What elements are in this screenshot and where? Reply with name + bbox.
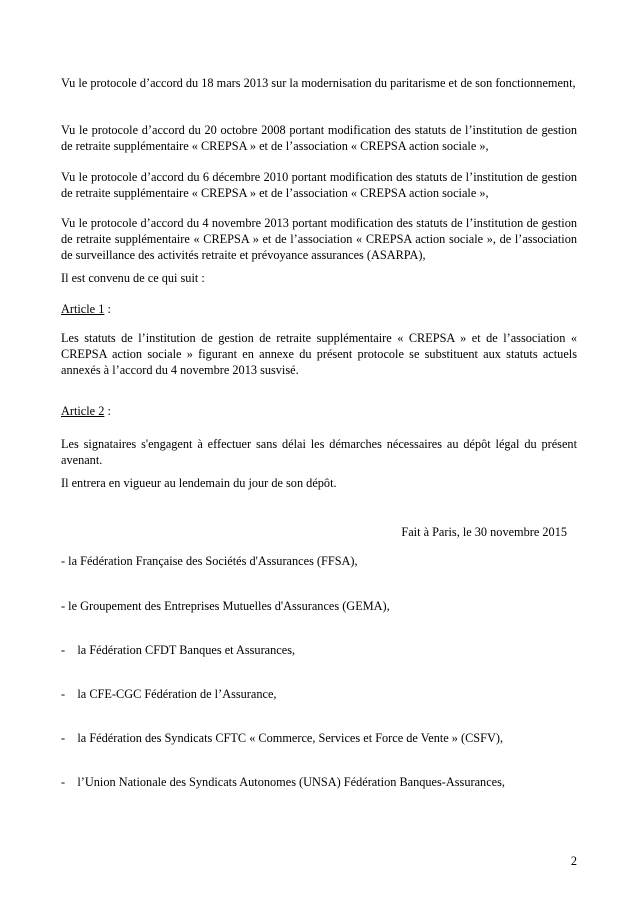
article-1-colon: :: [104, 302, 111, 316]
article-1-text: Les statuts de l’institution de gestion de retraite supplémentaire « CREPSA » et de l’association « CREPSA action sociale » figurant en annexe du présent protocole se substituent aux statuts actuels annexés à l’accord du 4 novembre 2013 susvisé.: [61, 331, 577, 377]
recital-paragraph-4: Vu le protocole d’accord du 4 novembre 2013 portant modification des statuts de l’institution de gestion de retraite supplémentaire « CREPSA » et de l’association « CREPSA action sociale », de l’association de surveillance des activités retraite et prévoyance assurances (ASARPA),: [61, 216, 577, 262]
article-1-heading: Article 1: [61, 302, 105, 316]
page-number: 2: [570, 854, 577, 868]
signatory-item: - la Fédération des Syndicats CFTC « Commerce, Services et Force de Vente » (CSFV),: [61, 731, 504, 745]
article-2-heading: Article 2: [61, 404, 105, 418]
signatory-item: - le Groupement des Entreprises Mutuelles d'Assurances (GEMA),: [61, 599, 390, 613]
article-2-text-2: Il entrera en vigueur au lendemain du jour de son dépôt.: [61, 476, 337, 490]
article-2-colon: :: [104, 404, 111, 418]
signatory-item: - la CFE-CGC Fédération de l’Assurance,: [61, 687, 277, 701]
recital-paragraph-1: Vu le protocole d’accord du 18 mars 2013 sur la modernisation du paritarisme et de son fonctionnement,: [61, 76, 576, 90]
signature-place-date: Fait à Paris, le 30 novembre 2015: [401, 525, 567, 539]
signatory-item: - la Fédération Française des Sociétés d'Assurances (FFSA),: [61, 554, 358, 568]
article-1-heading-line: [61, 301, 577, 317]
signatory-item: - l’Union Nationale des Syndicats Autonomes (UNSA) Fédération Banques-Assurances,: [61, 775, 505, 789]
article-2-heading-line: [61, 403, 577, 419]
agreement-intro: Il est convenu de ce qui suit :: [61, 271, 205, 285]
recital-paragraph-3: Vu le protocole d’accord du 6 décembre 2010 portant modification des statuts de l’institution de gestion de retraite supplémentaire « CREPSA » et de l’association « CREPSA action sociale »,: [61, 170, 577, 200]
article-2-text-1: Les signataires s'engagent à effectuer sans délai les démarches nécessaires au dépôt légal du présent avenant.: [61, 437, 577, 467]
signatory-item: - la Fédération CFDT Banques et Assurances,: [61, 643, 296, 657]
recital-paragraph-2: Vu le protocole d’accord du 20 octobre 2008 portant modification des statuts de l’institution de gestion de retraite supplémentaire « CREPSA » et de l’association « CREPSA action sociale »,: [61, 123, 577, 153]
